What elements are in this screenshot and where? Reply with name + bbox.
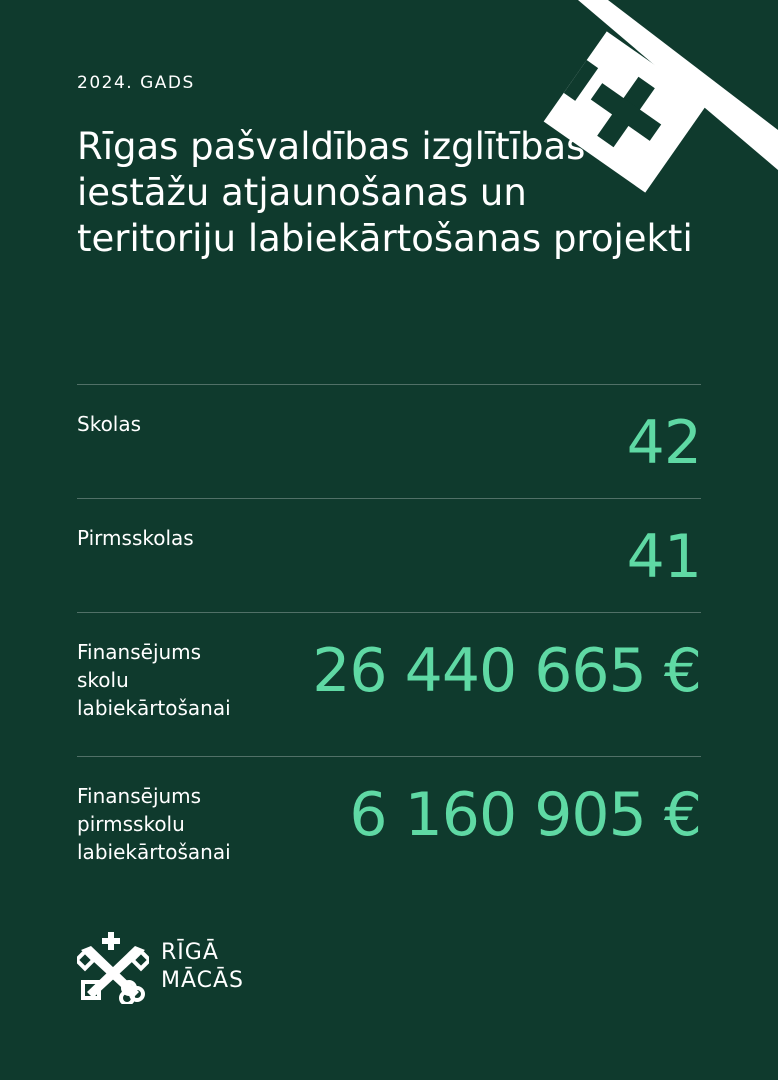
logo-line-2: MĀCĀS [161,968,245,993]
stat-label: Skolas [77,412,142,436]
logo-wordmark [161,939,244,995]
stat-label: Finansējums pirmsskolu labiekārtošanai [77,784,231,864]
stat-row-schools [77,384,701,498]
stat-value: 41 [626,522,701,592]
stats-table [77,384,701,900]
riga-maca-logo [77,930,244,1004]
stat-label: Pirmsskolas [77,526,194,550]
stat-row-preschools [77,498,701,612]
stat-value: 26 440 665 € [312,636,701,706]
logo-line-1: RĪGĀ [161,940,219,965]
stat-value: 6 160 905 € [349,780,701,850]
crossed-keys-icon [77,930,149,1004]
stat-row-preschool-funding [77,756,701,900]
page-title: Rīgas pašvaldības izglītības iestāžu atjaunošanas un teritoriju labiekārtošanas projekti [77,125,693,260]
year-label: 2024. GADS [77,73,195,93]
stat-label: Finansējums skolu labiekārtošanai [77,640,231,720]
stat-value: 42 [626,408,701,478]
stat-row-school-funding [77,612,701,756]
